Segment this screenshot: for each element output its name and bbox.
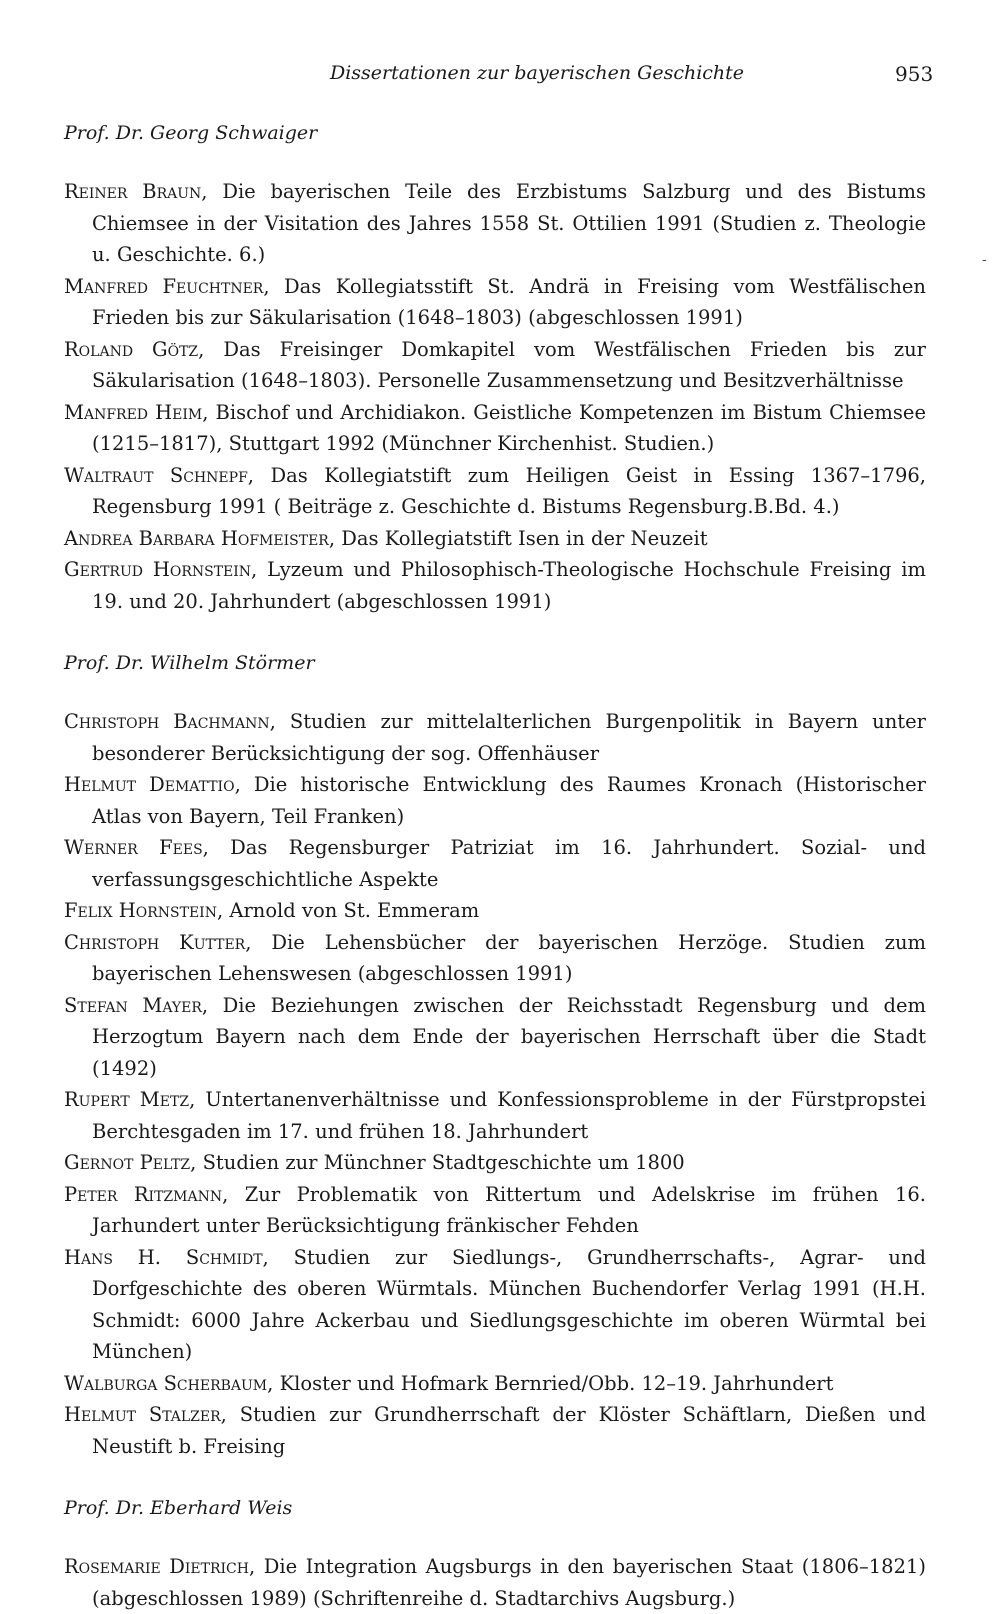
list-item: Manfred Heim, Bischof und Archidiakon. Geistliche Kompetenzen im Bistum Chiemsee (1215–1817), Stuttgart 1992 (Münchner Kirchenhist. Studien.): [64, 400, 926, 455]
entry-title: Untertanenverhältnisse und Konfessionsprobleme in der Fürstpropstei Berchtesgaden im 17. und frühen 18. Jahrhundert: [92, 1088, 926, 1143]
list-item: Roland Götz, Das Freisinger Domkapitel vom Westfälischen Frieden bis zur Säkularisation (1648–1803). Personelle Zusammensetzung und Besitzverhältnisse: [64, 337, 926, 392]
entry-title: Die Integration Augsburgs in den bayerischen Staat (1806–1821) (abgeschlossen 1989) (Schriftenreihe d. Stadtarchivs Augsburg.): [92, 1555, 926, 1610]
list-item: Christoph Bachmann, Studien zur mittelalterlichen Burgenpolitik in Bayern unter besonderer Berücksichtigung der sog. Offenhäuser: [64, 710, 926, 765]
entry-title: Das Kollegiatstift Isen in der Neuzeit: [341, 526, 708, 550]
entry-author: Werner Fees: [64, 836, 203, 859]
entry-title: Die Lehensbücher der bayerischen Herzöge. Studien zum bayerischen Lehenswesen (abgeschlossen 1991): [92, 930, 926, 985]
professor-section: [64, 650, 926, 1462]
entry-title: Studien zur Grundherrschaft der Klöster Schäftlarn, Dießen und Neustift b. Freising: [92, 1403, 926, 1458]
page-number: 953: [895, 62, 934, 86]
entry-author: Reiner Braun: [64, 180, 202, 203]
entry-author: Felix Hornstein: [64, 899, 217, 922]
entry-author: Helmut Stalzer: [64, 1403, 221, 1426]
margin-mark: -: [982, 252, 987, 268]
list-item: Peter Ritzmann, Zur Problematik von Rittertum und Adelskrise im frühen 16. Jarhundert unter Berücksichtigung fränkischer Fehden: [64, 1182, 926, 1237]
list-item: Hans H. Schmidt, Studien zur Siedlungs-, Grundherrschafts-, Agrar- und Dorfgeschichte des oberen Würmtals. München Buchendorfer Verlag 1991 (H.H. Schmidt: 6000 Jahre Ackerbau und Siedlungsgeschichte im oberen Würmtal bei München): [64, 1245, 926, 1363]
entry-author: Manfred Feuchtner: [64, 274, 264, 298]
entry-title: Arnold von St. Emmeram: [229, 899, 480, 922]
entry-author: Gertrud Hornstein: [64, 558, 252, 581]
entry-author: Manfred Heim: [64, 400, 203, 424]
entry-author: Andrea Barbara Hofmeister: [64, 526, 329, 550]
list-item: Andrea Barbara Hofmeister, Das Kollegiatstift Isen in der Neuzeit: [64, 526, 708, 550]
dissertation-list: [64, 120, 926, 1614]
list-item: Helmut Demattio, Die historische Entwicklung des Raumes Kronach (Historischer Atlas von Bayern, Teil Franken): [64, 773, 927, 828]
professor-heading: Prof. Dr. Wilhelm Störmer: [64, 652, 315, 674]
list-item: Waltraut Schnepf, Das Kollegiatstift zum Heiligen Geist in Essing 1367–1796, Regensburg 1991 ( Beiträge z. Geschichte d. Bistums Regensburg.B.Bd. 4.): [64, 463, 926, 518]
professor-section: [64, 120, 926, 617]
entry-title: Das Freisinger Domkapitel vom Westfälischen Frieden bis zur Säkularisation (1648–1803). Personelle Zusammensetzung und Besitzverhältnisse: [92, 337, 926, 392]
running-title: Dissertationen zur bayerischen Geschichte: [330, 62, 745, 84]
entry-title: Zur Problematik von Rittertum und Adelskrise im frühen 16. Jarhundert unter Berücksichtigung fränkischer Fehden: [92, 1182, 926, 1237]
entry-author: Walburga Scherbaum: [64, 1371, 268, 1395]
professor-heading: Prof. Dr. Eberhard Weis: [64, 1497, 293, 1519]
entry-author: Rupert Metz: [64, 1088, 190, 1111]
list-item: Rosemarie Dietrich, Die Integration Augsburgs in den bayerischen Staat (1806–1821) (abgeschlossen 1989) (Schriftenreihe d. Stadtarchivs Augsburg.): [64, 1555, 926, 1610]
entry-author: Gernot Peltz: [64, 1151, 191, 1174]
entry-title: Kloster und Hofmark Bernried/Obb. 12–19. Jahrhundert: [279, 1371, 834, 1395]
entry-author: Stefan Mayer: [64, 993, 202, 1017]
list-item: Felix Hornstein, Arnold von St. Emmeram: [64, 899, 480, 922]
list-item: Manfred Feuchtner, Das Kollegiatsstift St. Andrä in Freising vom Westfälischen Frieden bis zur Säkularisation (1648–1803) (abgeschlossen 1991): [64, 274, 926, 329]
professor-section: [64, 1495, 926, 1614]
entry-title: Studien zur mittelalterlichen Burgenpolitik in Bayern unter besonderer Berücksichtigung der sog. Offenhäuser: [92, 710, 926, 765]
entry-title: Studien zur Siedlungs-, Grundherrschafts-, Agrar- und Dorfgeschichte des oberen Würmtals. München Buchendorfer Verlag 1991 (H.H. Schmidt: 6000 Jahre Ackerbau und Siedlungsgeschichte im oberen Würmtal bei München): [92, 1245, 926, 1363]
entry-author: Roland Götz: [64, 337, 199, 361]
list-item: Christoph Kutter, Die Lehensbücher der bayerischen Herzöge. Studien zum bayerischen Lehenswesen (abgeschlossen 1991): [64, 930, 926, 985]
entry-title: Die bayerischen Teile des Erzbistums Salzburg und des Bistums Chiemsee in der Visitation des Jahres 1558 St. Ottilien 1991 (Studien z. Theologie u. Geschichte. 6.): [92, 180, 926, 266]
list-item: Reiner Braun, Die bayerischen Teile des Erzbistums Salzburg und des Bistums Chiemsee in der Visitation des Jahres 1558 St. Ottilien 1991 (Studien z. Theologie u. Geschichte. 6.): [64, 180, 926, 266]
entry-author: Peter Ritzmann: [64, 1182, 223, 1206]
entry-author: Christoph Kutter: [64, 930, 246, 954]
list-item: Walburga Scherbaum, Kloster und Hofmark Bernried/Obb. 12–19. Jahrhundert: [64, 1371, 834, 1395]
list-item: Werner Fees, Das Regensburger Patriziat im 16. Jahrhundert. Sozial- und verfassungsgeschichtliche Aspekte: [64, 836, 926, 891]
entry-author: Helmut Demattio: [64, 773, 235, 796]
entry-title: Lyzeum und Philosophisch-Theologische Hochschule Freising im 19. und 20. Jahrhundert (abgeschlossen 1991): [92, 558, 926, 613]
list-item: Gernot Peltz, Studien zur Münchner Stadtgeschichte um 1800: [64, 1151, 685, 1174]
entry-author: Hans H. Schmidt: [64, 1245, 263, 1269]
entry-title: Das Kollegiatstift zum Heiligen Geist in Essing 1367–1796, Regensburg 1991 ( Beiträge z. Geschichte d. Bistums Regensburg.B.Bd. 4.): [92, 463, 926, 518]
entry-title: Studien zur Münchner Stadtgeschichte um 1800: [202, 1151, 685, 1174]
list-item: Stefan Mayer, Die Beziehungen zwischen der Reichsstadt Regensburg und dem Herzogtum Bayern nach dem Ende der bayerischen Herrschaft über die Stadt (1492): [64, 993, 926, 1080]
entry-title: Das Kollegiatsstift St. Andrä in Freising vom Westfälischen Frieden bis zur Säkularisation (1648–1803) (abgeschlossen 1991): [92, 274, 926, 329]
list-item: Helmut Stalzer, Studien zur Grundherrschaft der Klöster Schäftlarn, Dießen und Neustift b. Freising: [64, 1403, 926, 1458]
entry-author: Waltraut Schnepf: [64, 463, 248, 487]
list-item: Gertrud Hornstein, Lyzeum und Philosophisch-Theologische Hochschule Freising im 19. und 20. Jahrhundert (abgeschlossen 1991): [64, 558, 926, 613]
list-item: Rupert Metz, Untertanenverhältnisse und Konfessionsprobleme in der Fürstpropstei Berchtesgaden im 17. und frühen 18. Jahrhundert: [64, 1088, 926, 1143]
entry-author: Rosemarie Dietrich: [64, 1555, 249, 1578]
entry-title: Die historische Entwicklung des Raumes Kronach (Historischer Atlas von Bayern, Teil Franken): [92, 773, 927, 828]
professor-heading: Prof. Dr. Georg Schwaiger: [64, 122, 318, 144]
entry-title: Das Regensburger Patriziat im 16. Jahrhundert. Sozial- und verfassungsgeschichtliche Aspekte: [92, 836, 926, 891]
entry-title: Die Beziehungen zwischen der Reichsstadt Regensburg und dem Herzogtum Bayern nach dem Ende der bayerischen Herrschaft über die Stadt (1492): [92, 993, 926, 1080]
entry-title: Bischof und Archidiakon. Geistliche Kompetenzen im Bistum Chiemsee (1215–1817), Stuttgart 1992 (Münchner Kirchenhist. Studien.): [92, 400, 926, 455]
entry-author: Christoph Bachmann: [64, 710, 270, 733]
